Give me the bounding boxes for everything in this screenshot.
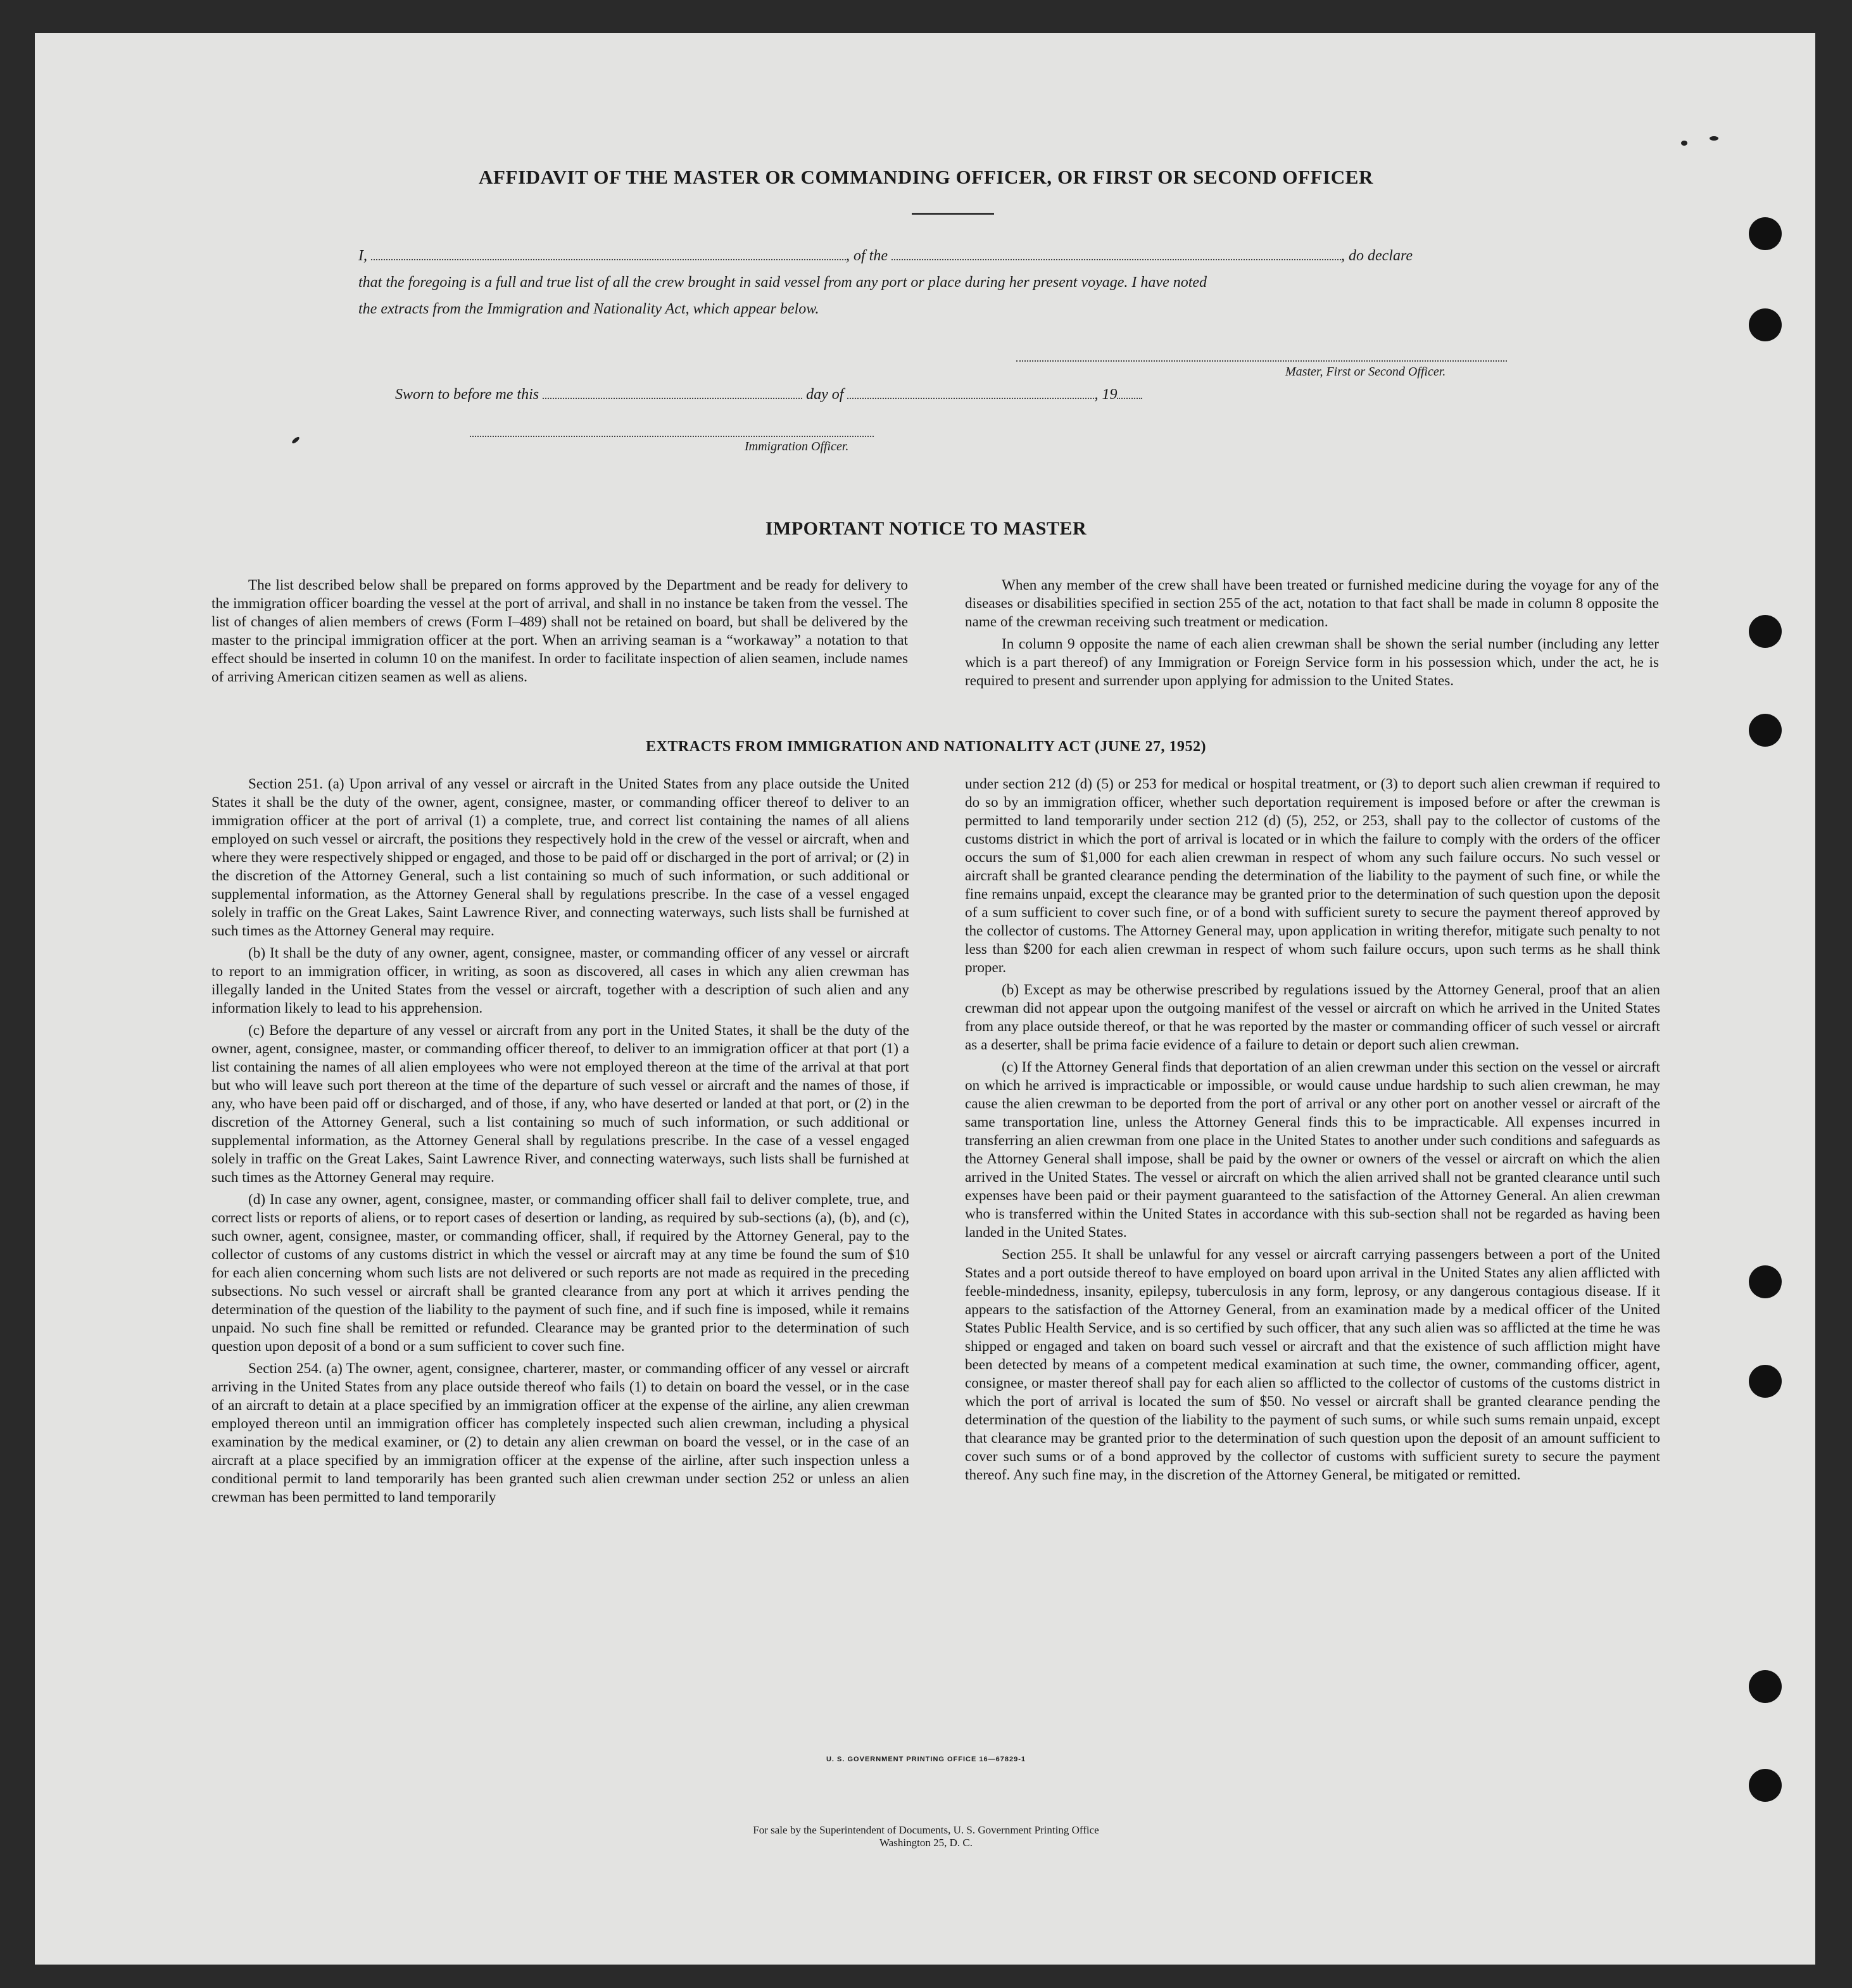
section-251-d: (d) In case any owner, agent, consignee, master, or commanding officer shall fail to deliver complete, true, and correct lists or reports of aliens, or to report cases of desertion or landing, as required by sub-sections (a), (b), and (c), such owner, agent, consignee, master, or commanding officer, shall, if required by the Attorney General, pay to the collector of customs of any customs district in which the vessel or aircraft may at any time be found the sum of $10 for each alien concerning whom such lists are not delivered or such reports are not made as required in the preceding subsections. No such vessel or aircraft shall be granted clearance from any port at which it arrives pending the determination of the question of the liability to the payment of such fine, and if such fine is imposed, while it remains unpaid. No such fine shall be remitted or refunded. Clearance may be granted prior to the determination of such question upon deposit of a bond or a sum sufficient to cover such fine. xyxy=(211,1191,909,1355)
section-251-b: (b) It shall be the duty of any owner, agent, consignee, master, or commanding officer of any vessel or aircraft to report to an immigration officer, in writing, as soon as discovered, all cases in which any alien crewman has illegally landed in the United States from the vessel or aircraft, together with a description of such alien and any information likely to lead to his apprehension. xyxy=(211,945,909,1016)
printing-office-imprint: U. S. GOVERNMENT PRINTING OFFICE 16—67829-1 xyxy=(826,1756,1026,1763)
day-of-label: day of xyxy=(806,386,844,403)
year-label: , 19 xyxy=(1094,386,1118,403)
declaration-text-1: that the foregoing is a full and true list of all the crew brought in said vessel from any port or place during her present voyage. I have noted xyxy=(358,274,1207,291)
month-blank[interactable] xyxy=(847,386,1094,399)
binder-hole xyxy=(1749,1365,1782,1398)
sworn-date-blank[interactable] xyxy=(543,386,802,399)
section-254-c: (c) If the Attorney General finds that deportation of an alien crewman under this section on the vessel or aircraft on which he arrived is impracticable or impossible, or would cause undue hardship to such alien crewman, he may cause the alien crewman to be deported from the port of arrival or any other port on another vessel or aircraft of the same transportation line, unless the Attorney General finds this to be impracticable. All expenses incurred in transferring an alien crewman from one place in the United States to another under such conditions and safeguards as the Attorney General shall impose, shall be paid by the owner or owners of the vessel or aircraft on which the alien arrived in the United States. The vessel or aircraft on which the alien arrived shall not be granted clearance until such expenses have been paid or their payment guaranteed to the satisfaction of the Attorney General. An alien crewman who is transferred within the United States in accordance with this sub-section shall not be regarded as having been landed in the United States. xyxy=(965,1059,1660,1241)
sworn-label: Sworn to before me this xyxy=(395,386,539,403)
notice-right-text-1: When any member of the crew shall have been treated or furnished medicine during the voyage for any of the diseases or disabilities specified in section 255 of the act, notation to that fact shall be made in column 8 opposite the name of the crewman receiving such treatment or medication. xyxy=(965,577,1659,630)
declaration-name-line xyxy=(358,242,1511,270)
name-blank[interactable] xyxy=(371,248,846,260)
extracts-left-column xyxy=(211,775,909,1510)
notice-left-text: The list described below shall be prepared on forms approved by the Department and be ready for delivery to the immigration officer boarding the vessel at the port of arrival, and shall in no instance be taken from the vessel. The list of changes of alien members of crews (Form I–489) shall not be retained on board, but shall be delivered by the master to the principal immigration officer at the port. When an arriving seaman is a “workaway” a notation to that effect should be inserted in column 10 on the manifest. In order to facilitate inspection of alien seamen, include names of arriving American citizen seamen as well as aliens. xyxy=(211,577,908,685)
year-blank[interactable] xyxy=(1117,386,1142,399)
affidavit-title: AFFIDAVIT OF THE MASTER OR COMMANDING OFFICER, OR FIRST OR SECOND OFFICER xyxy=(478,166,1374,188)
section-255: Section 255. It shall be unlawful for any vessel or aircraft carrying passengers between a port of the United States and a port outside thereof to have employed on board upon arrival in the United States any alien afflicted with feeble-mindedness, insanity, epilepsy, tuberculosis in any form, leprosy, or any dangerous contagious disease. If it appears to the satisfaction of the Attorney General, from an examination made by a medical officer of the United States Public Health Service, and is so certified by such officer, that any such alien was so afflicted at the time he was shipped or engaged and taken on board such vessel or aircraft and that the existence of such affliction might have been detected by means of a competent medical examination at such time, the owner, commanding officer, agent, consignee, or master thereof shall pay for each alien so afflicted to the collector of customs of the customs district in which the port of arrival is located the sum of $50. No vessel or aircraft shall be granted clearance pending the determination of the question of the liability to the payment of such sums, or while such sums remain unpaid, except that clearance may be granted prior to the determination of such question upon the deposit of an amount sufficient to cover such sums or of a bond approved by the collector of customs with sufficient surety to secure the payment thereof. Any such fine may, in the discretion of the Attorney General, be mitigated or remitted. xyxy=(965,1246,1660,1483)
binder-hole xyxy=(1749,1670,1782,1703)
section-251-a: Section 251. (a) Upon arrival of any vessel or aircraft in the United States from any place outside the United States it shall be the duty of the owner, agent, consignee, master, or commanding officer thereof to deliver to an immigration officer at the port of arrival (1) a complete, true, and correct list containing the names of all aliens employed on such vessel or aircraft, the positions they respectively hold in the crew of the vessel or aircraft, when and where they were respectively shipped or engaged, and those to be paid off or discharged in the port of arrival; or (2) in the discretion of the Attorney General, such a list containing so much of such information, or such additional or supplemental information, as the Attorney General shall by regulations prescribe. In the case of a vessel engaged solely in traffic on the Great Lakes, Saint Lawrence River, and connecting waterways, such lists shall be furnished at such times as the Attorney General may require. xyxy=(211,776,909,939)
binder-hole xyxy=(1749,217,1782,250)
extracts-right-column xyxy=(965,775,1660,1488)
master-signature-line[interactable] xyxy=(1016,360,1507,362)
master-signature-label: Master, First or Second Officer. xyxy=(1285,365,1446,379)
section-254-a: Section 254. (a) The owner, agent, consignee, charterer, master, or commanding officer of any vessel or aircraft arriving in the United States from any place outside thereof who fails (1) to detain on board the vessel, or in the case of an aircraft to detain at a place specified by an immigration officer at the expense of the airline, any alien crewman employed thereon until an immigration officer has completely inspected such alien crewman, including a physical examination by the medical examiner, or (2) to detain any alien crewman on board the vessel, or in the case of an aircraft at a place specified by an immigration officer at the expense of the airline, after such inspection unless a conditional permit to land temporarily has been granted such alien crewman under section 252 or unless an alien crewman has been permitted to land temporarily xyxy=(211,1360,909,1505)
ink-mark xyxy=(1710,136,1718,141)
notice-right-column xyxy=(965,576,1659,694)
section-251-c: (c) Before the departure of any vessel or aircraft from any port in the United States, it shall be the duty of the owner, agent, consignee, master, or commanding officer thereof, to deliver to an immigration officer at that port (1) a list containing the names of all alien employees who were not employed thereon at the time of the arrival at that port but who will leave such port thereon at the time of the departure of such vessel or aircraft and the names of those, if any, who have been paid off or discharged, and of those, if any, who have deserted or landed at that port, or (2) in the discretion of the Attorney General, such a list containing so much of such information, or such additional or supplemental information, as the Attorney General shall by regulations prescribe. In the case of a vessel engaged solely in traffic on the Great Lakes, Saint Lawrence River, and connecting waterways, such lists shall be furnished at such times as the Attorney General may require. xyxy=(211,1022,909,1186)
binder-hole xyxy=(1749,308,1782,341)
immigration-officer-signature-line[interactable] xyxy=(470,436,874,437)
sale-line-1: For sale by the Superintendent of Documents, U. S. Government Printing Office xyxy=(753,1824,1099,1836)
vessel-blank[interactable] xyxy=(891,248,1341,260)
sale-line-2: Washington 25, D. C. xyxy=(879,1837,973,1849)
title-rule xyxy=(912,213,994,215)
section-254-a-cont: under section 212 (d) (5) or 253 for medical or hospital treatment, or (3) to deport such alien crewman if required to do so by an immigration officer, whether such deportation requirement is imposed before or after the crewman is permitted to land temporarily under section 212 (d) (5), 252, or 253, shall pay to the collector of customs of the customs district in which the port of arrival is located or in which the failure to comply with the orders of the officer occurs the sum of $1,000 for each alien crewman in respect of whom any such failure occurs. No such vessel or aircraft shall be granted clearance pending the determination of the liability to the payment of such fine, or while the fine remains unpaid, except the clearance may be granted prior to the determination of such question upon the deposit of a sum sufficient to cover such fine, or of a bond with sufficient surety to secure the payment thereof approved by the collector of customs. The Attorney General may, upon application in writing therefor, mitigate such penalty to not less than $200 for each alien crewman in respect of whom such failure occurs, upon such terms as he shall think proper. xyxy=(965,776,1660,976)
binder-hole xyxy=(1749,1769,1782,1802)
binder-hole xyxy=(1749,1265,1782,1298)
do-declare-label: , do declare xyxy=(1341,248,1413,264)
sale-notice xyxy=(0,1824,1852,1849)
notice-title: IMPORTANT NOTICE TO MASTER xyxy=(765,518,1087,539)
of-the-label: , of the xyxy=(846,248,888,264)
immigration-officer-label: Immigration Officer. xyxy=(745,440,849,453)
notice-left-column xyxy=(211,576,908,690)
binder-hole xyxy=(1749,615,1782,648)
declaration-text-2: the extracts from the Immigration and Nationality Act, which appear below. xyxy=(358,301,819,317)
sworn-line xyxy=(395,381,1282,408)
ink-mark xyxy=(1681,141,1687,146)
notice-right-text-2: In column 9 opposite the name of each alien crewman shall be shown the serial number (including any letter which is a part thereof) of any Immigration or Foreign Service form in his possession which, under the act, he is required to present and surrender upon applying for admission to the United States. xyxy=(965,636,1659,689)
section-254-b: (b) Except as may be otherwise prescribed by regulations issued by the Attorney General, proof that an alien crewman did not appear upon the outgoing manifest of the vessel or aircraft on which he arrived in the United States from any place outside thereof, or that he was reported by the master or commanding officer of such vessel or aircraft as a deserter, shall be prima facie evidence of a failure to detain or deport such alien crewman. xyxy=(965,982,1660,1053)
i-label: I, xyxy=(358,248,367,264)
extracts-title: EXTRACTS FROM IMMIGRATION AND NATIONALITY ACT (JUNE 27, 1952) xyxy=(646,738,1206,755)
